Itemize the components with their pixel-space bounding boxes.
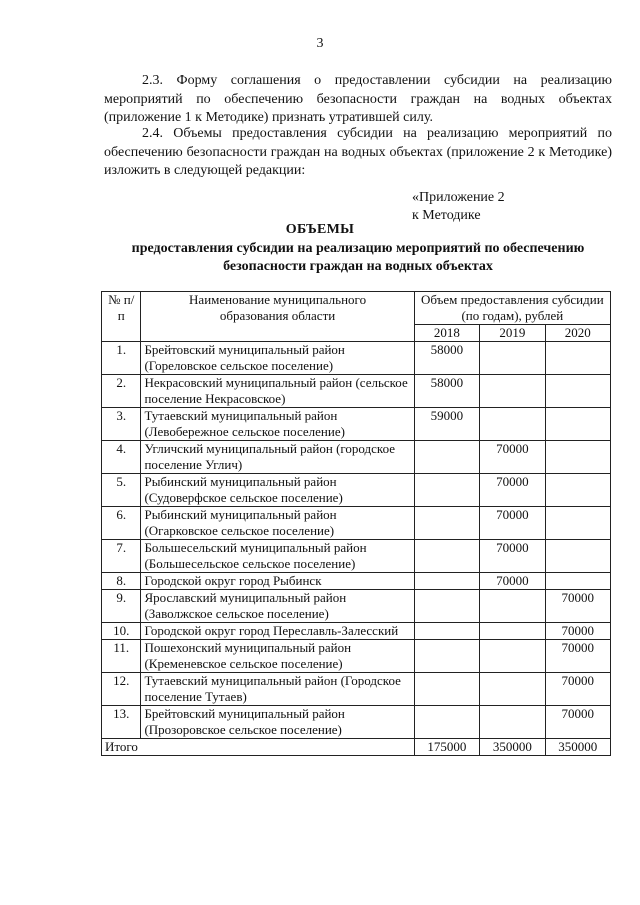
row-value-2020: 70000	[545, 623, 610, 640]
row-number: 6.	[102, 507, 141, 540]
row-value-2020	[545, 441, 610, 474]
row-municipality: Угличский муниципальный район (городское поселение Углич)	[141, 441, 414, 474]
subsidy-table	[101, 291, 611, 756]
table-row	[102, 706, 611, 739]
row-value-2018	[414, 573, 479, 590]
row-municipality: Рыбинский муниципальный район (Судоверфское сельское поселение)	[141, 474, 414, 507]
row-number: 10.	[102, 623, 141, 640]
paragraph-2-3: 2.3. Форму соглашения о предоставлении субсидии на реализацию мероприятий по обеспечению безопасности граждан на водных объектах (приложение 1 к Методике) признать утратившей силу.	[104, 73, 612, 125]
table-row	[102, 590, 611, 623]
row-value-2019	[480, 623, 545, 640]
row-number: 5.	[102, 474, 141, 507]
row-value-2020	[545, 408, 610, 441]
document-title: ОБЪЕМЫ	[285, 222, 355, 237]
row-value-2019	[480, 706, 545, 739]
row-value-2018	[414, 640, 479, 673]
table-row	[102, 441, 611, 474]
table-row	[102, 673, 611, 706]
table-row	[102, 408, 611, 441]
row-value-2018	[414, 441, 479, 474]
appendix-reference	[412, 189, 505, 225]
row-value-2019	[480, 408, 545, 441]
row-value-2018: 58000	[414, 375, 479, 408]
row-value-2018	[414, 507, 479, 540]
row-value-2018: 59000	[414, 408, 479, 441]
header-year-2018: 2018	[414, 325, 479, 342]
row-number: 1.	[102, 342, 141, 375]
row-number: 8.	[102, 573, 141, 590]
header-year-2020: 2020	[545, 325, 610, 342]
row-municipality: Городской округ город Переславль-Залесский	[141, 623, 414, 640]
row-municipality: Брейтовский муниципальный район (Прозоровское сельское поселение)	[141, 706, 414, 739]
page-number: 3	[316, 36, 324, 51]
row-municipality: Тутаевский муниципальный район (Городское поселение Тутаев)	[141, 673, 414, 706]
total-2019: 350000	[480, 739, 545, 756]
row-number: 12.	[102, 673, 141, 706]
row-value-2020: 70000	[545, 673, 610, 706]
row-value-2019: 70000	[480, 474, 545, 507]
total-2018: 175000	[414, 739, 479, 756]
row-number: 4.	[102, 441, 141, 474]
row-value-2019	[480, 590, 545, 623]
row-value-2019: 70000	[480, 540, 545, 573]
table-row	[102, 623, 611, 640]
table-row	[102, 507, 611, 540]
row-value-2020	[545, 573, 610, 590]
table-row	[102, 573, 611, 590]
header-year-2019: 2019	[480, 325, 545, 342]
total-2020: 350000	[545, 739, 610, 756]
appendix-line-2: к Методике	[412, 208, 481, 223]
row-municipality: Брейтовский муниципальный район (Гореловское сельское поселение)	[141, 342, 414, 375]
row-municipality: Некрасовский муниципальный район (сельское поселение Некрасовское)	[141, 375, 414, 408]
row-value-2019	[480, 342, 545, 375]
row-value-2018	[414, 623, 479, 640]
row-value-2018	[414, 706, 479, 739]
table-row	[102, 540, 611, 573]
row-number: 7.	[102, 540, 141, 573]
row-value-2020	[545, 507, 610, 540]
row-value-2020: 70000	[545, 640, 610, 673]
appendix-line-1: «Приложение 2	[412, 190, 505, 205]
paragraph-2-4: 2.4. Объемы предоставления субсидии на реализацию мероприятий по обеспечению безопасности граждан на водных объектах (приложение 2 к Методике) изложить в следующей редакции:	[104, 126, 612, 178]
row-municipality: Рыбинский муниципальный район (Огарковское сельское поселение)	[141, 507, 414, 540]
row-number: 13.	[102, 706, 141, 739]
total-label: Итого	[102, 739, 415, 756]
row-value-2019: 70000	[480, 441, 545, 474]
table-row	[102, 474, 611, 507]
row-number: 11.	[102, 640, 141, 673]
row-value-2020	[545, 474, 610, 507]
row-value-2018	[414, 673, 479, 706]
row-value-2018: 58000	[414, 342, 479, 375]
document-subtitle: предоставления субсидии на реализацию мероприятий по обеспечению безопасности граждан на водных объектах	[131, 241, 585, 274]
row-number: 9.	[102, 590, 141, 623]
row-municipality: Ярославский муниципальный район (Заволжское сельское поселение)	[141, 590, 414, 623]
row-municipality: Большесельский муниципальный район (Большесельское сельское поселение)	[141, 540, 414, 573]
table-row	[102, 375, 611, 408]
row-value-2019	[480, 640, 545, 673]
row-value-2018	[414, 590, 479, 623]
table-row	[102, 640, 611, 673]
row-value-2020	[545, 375, 610, 408]
row-number: 2.	[102, 375, 141, 408]
row-municipality: Пошехонский муниципальный район (Кременевское сельское поселение)	[141, 640, 414, 673]
row-value-2020	[545, 342, 610, 375]
row-value-2019	[480, 375, 545, 408]
table-row	[102, 342, 611, 375]
header-num: № п/п	[102, 292, 141, 342]
row-value-2019: 70000	[480, 573, 545, 590]
header-name: Наименование муниципального образования области	[141, 292, 414, 342]
row-value-2018	[414, 540, 479, 573]
row-value-2018	[414, 474, 479, 507]
row-value-2020	[545, 540, 610, 573]
row-value-2019: 70000	[480, 507, 545, 540]
row-value-2019	[480, 673, 545, 706]
table-total-row	[102, 739, 611, 756]
row-value-2020: 70000	[545, 706, 610, 739]
row-number: 3.	[102, 408, 141, 441]
row-value-2020: 70000	[545, 590, 610, 623]
table-header-row	[102, 292, 611, 325]
header-volume: Объем предоставления субсидии (по годам), рублей	[414, 292, 610, 325]
row-municipality: Тутаевский муниципальный район (Левобережное сельское поселение)	[141, 408, 414, 441]
row-municipality: Городской округ город Рыбинск	[141, 573, 414, 590]
